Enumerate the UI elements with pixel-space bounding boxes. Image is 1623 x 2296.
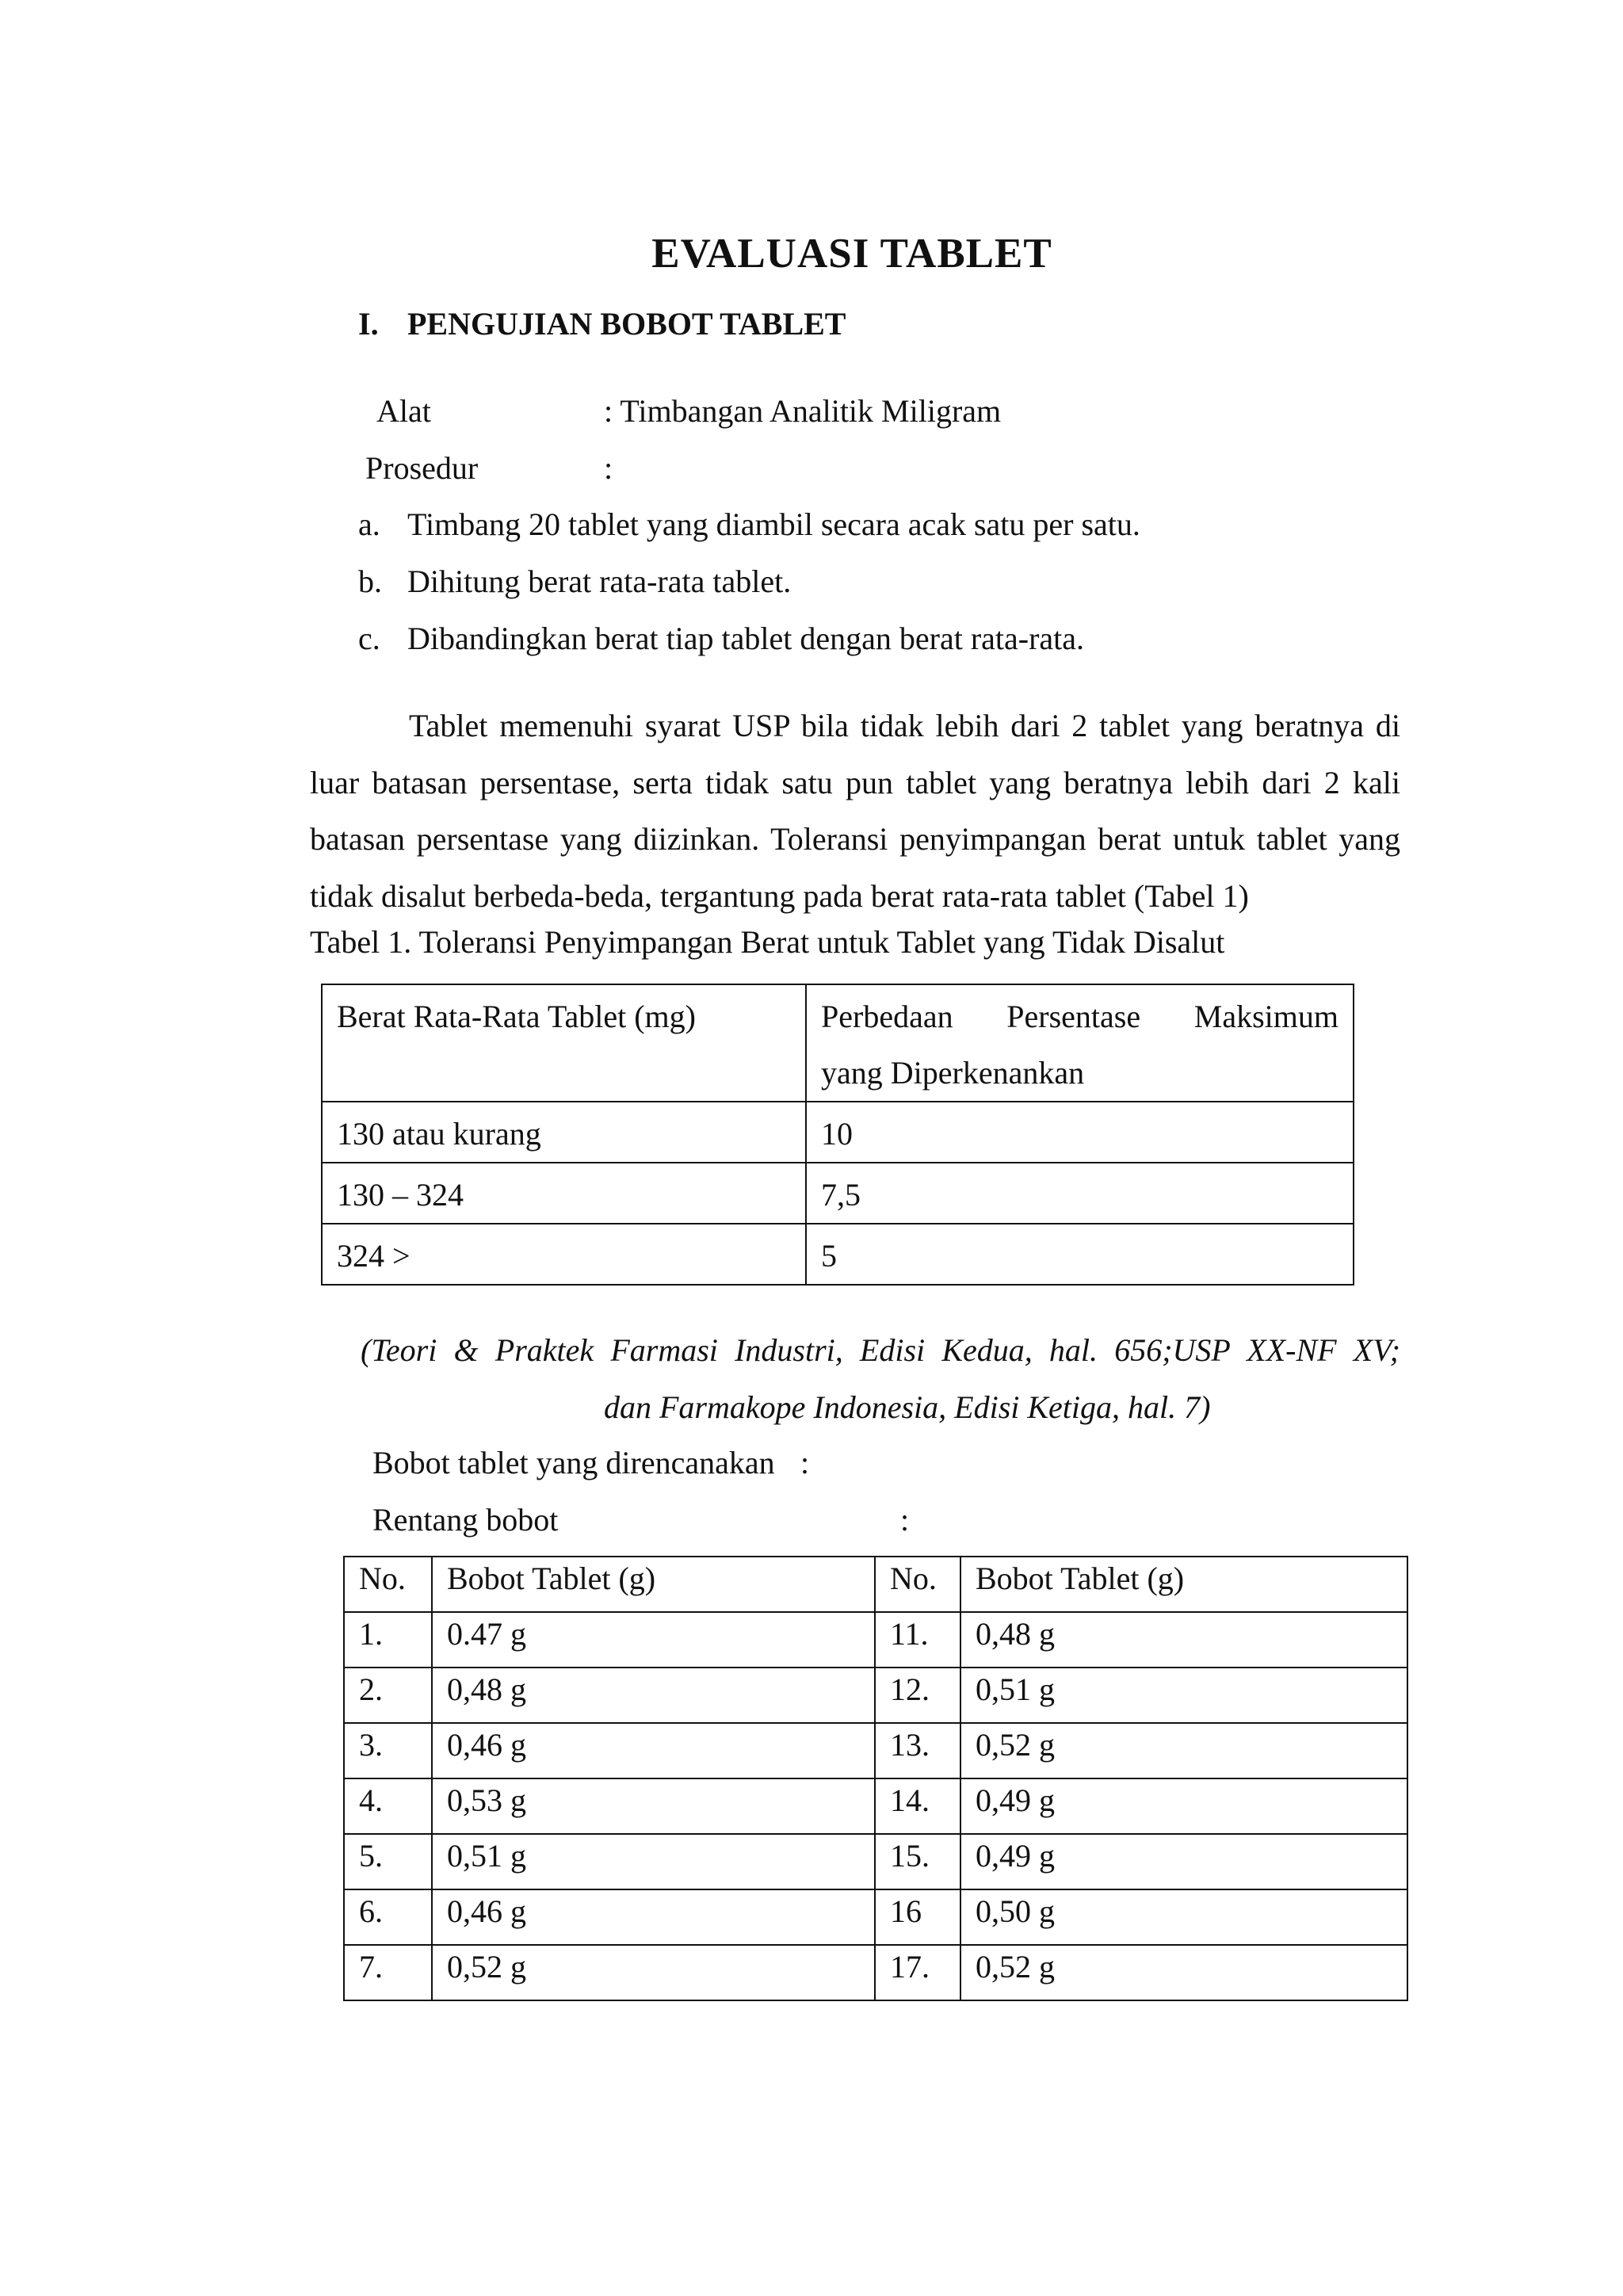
procedure-text: Timbang 20 tablet yang diambil secara acak satu per satu. [407, 506, 1140, 542]
table-row [344, 1945, 1407, 2000]
table-cell: 15. [875, 1834, 960, 1889]
table-cell: 0,50 g [960, 1889, 1407, 1945]
alat-label: Alat [376, 393, 431, 429]
table-row [322, 1224, 1354, 1285]
procedure-item [358, 506, 1140, 543]
table-cell: 2. [344, 1668, 432, 1723]
table-cell: 0,52 g [960, 1945, 1407, 2000]
table-cell: 7. [344, 1945, 432, 2000]
header-cell: Bobot Tablet (g) [960, 1557, 1407, 1612]
table-cell: 7,5 [806, 1163, 1354, 1224]
weight-range-label: Rentang bobot [372, 1502, 559, 1538]
table-row [344, 1668, 1407, 1723]
table-cell: 0,49 g [960, 1834, 1407, 1889]
table-header-row [322, 984, 1354, 1102]
table-cell: 13. [875, 1723, 960, 1778]
table-cell: 0,52 g [432, 1945, 875, 2000]
section-title: PENGUJIAN BOBOT TABLET [407, 306, 846, 342]
table-cell: 130 – 324 [322, 1163, 806, 1224]
page-title: EVALUASI TABLET [651, 231, 1052, 277]
paragraph-text: Tablet memenuhi syarat USP bila tidak lebih dari 2 tablet yang beratnya di luar batasan persentase, serta tidak satu pun tablet yang beratnya lebih dari 2 kali batasan persentase yang diizinkan. Toleransi penyimpangan berat untuk tablet yang tidak disalut berbeda-beda, tergantung pada berat rata-rata tablet (Tabel 1) [310, 708, 1400, 914]
body-paragraph [310, 697, 1400, 924]
table-cell: 0,46 g [432, 1723, 875, 1778]
prosedur-label: Prosedur [365, 450, 479, 486]
table-cell: 0,46 g [432, 1889, 875, 1945]
table-cell: 0,53 g [432, 1778, 875, 1834]
procedure-item [358, 620, 1084, 657]
tolerance-table [321, 984, 1354, 1286]
procedure-marker: c. [358, 621, 380, 656]
table-cell: 16 [875, 1889, 960, 1945]
section-heading [358, 305, 846, 342]
table-cell: 0,51 g [960, 1668, 1407, 1723]
header-cell: No. [875, 1557, 960, 1612]
table-cell: 12. [875, 1668, 960, 1723]
table-header-row [344, 1557, 1407, 1612]
table-cell: 0,48 g [432, 1668, 875, 1723]
prosedur-value: : [604, 450, 613, 486]
citation-line: (Teori & Praktek Farmasi Industri, Edisi Kedua, hal. 656;USP XX-NF XV; [361, 1332, 1400, 1368]
table-row [344, 1834, 1407, 1889]
planned-weight-colon: : [800, 1445, 810, 1480]
header-cell: Bobot Tablet (g) [432, 1557, 875, 1612]
table-cell: 0,51 g [432, 1834, 875, 1889]
procedure-text: Dibandingkan berat tiap tablet dengan berat rata-rata. [407, 621, 1085, 656]
table-cell: 324 > [322, 1224, 806, 1285]
table-cell: 5. [344, 1834, 432, 1889]
table-cell: 10 [806, 1102, 1354, 1163]
header-cell: Berat Rata-Rata Tablet (mg) [322, 984, 806, 1102]
table-cell: 14. [875, 1778, 960, 1834]
planned-weight-label: Bobot tablet yang direncanakan [372, 1445, 775, 1480]
table-cell: 6. [344, 1889, 432, 1945]
table1-caption: Tabel 1. Toleransi Penyimpangan Berat untuk Tablet yang Tidak Disalut [310, 924, 1225, 960]
weight-range-colon: : [900, 1502, 910, 1538]
table-row [344, 1778, 1407, 1834]
procedure-item [358, 563, 791, 600]
table-cell: 0,52 g [960, 1723, 1407, 1778]
table-row [344, 1612, 1407, 1668]
table-cell: 11. [875, 1612, 960, 1668]
header-line: Perbedaan Persentase Maksimum [821, 999, 1338, 1034]
table-cell: 0,48 g [960, 1612, 1407, 1668]
table-cell: 1. [344, 1612, 432, 1668]
table-row [322, 1163, 1354, 1224]
table-cell: 17. [875, 1945, 960, 2000]
header-cell: No. [344, 1557, 432, 1612]
procedure-marker: a. [358, 506, 380, 542]
tablet-weight-table [343, 1556, 1408, 2001]
table-cell: 0.47 g [432, 1612, 875, 1668]
table-cell: 3. [344, 1723, 432, 1778]
table-row [344, 1889, 1407, 1945]
procedure-marker: b. [358, 563, 382, 599]
table-cell: 4. [344, 1778, 432, 1834]
citation-line: dan Farmakope Indonesia, Edisi Ketiga, hal. 7) [604, 1389, 1211, 1425]
table-row [322, 1102, 1354, 1163]
procedure-text: Dihitung berat rata-rata tablet. [407, 563, 792, 599]
header-line: yang Diperkenankan [821, 1055, 1085, 1091]
section-number: I. [358, 306, 379, 342]
alat-value: : Timbangan Analitik Miligram [604, 393, 1002, 429]
table-cell: 130 atau kurang [322, 1102, 806, 1163]
header-cell [806, 984, 1354, 1102]
table-cell: 5 [806, 1224, 1354, 1285]
table-cell: 0,49 g [960, 1778, 1407, 1834]
table-row [344, 1723, 1407, 1778]
